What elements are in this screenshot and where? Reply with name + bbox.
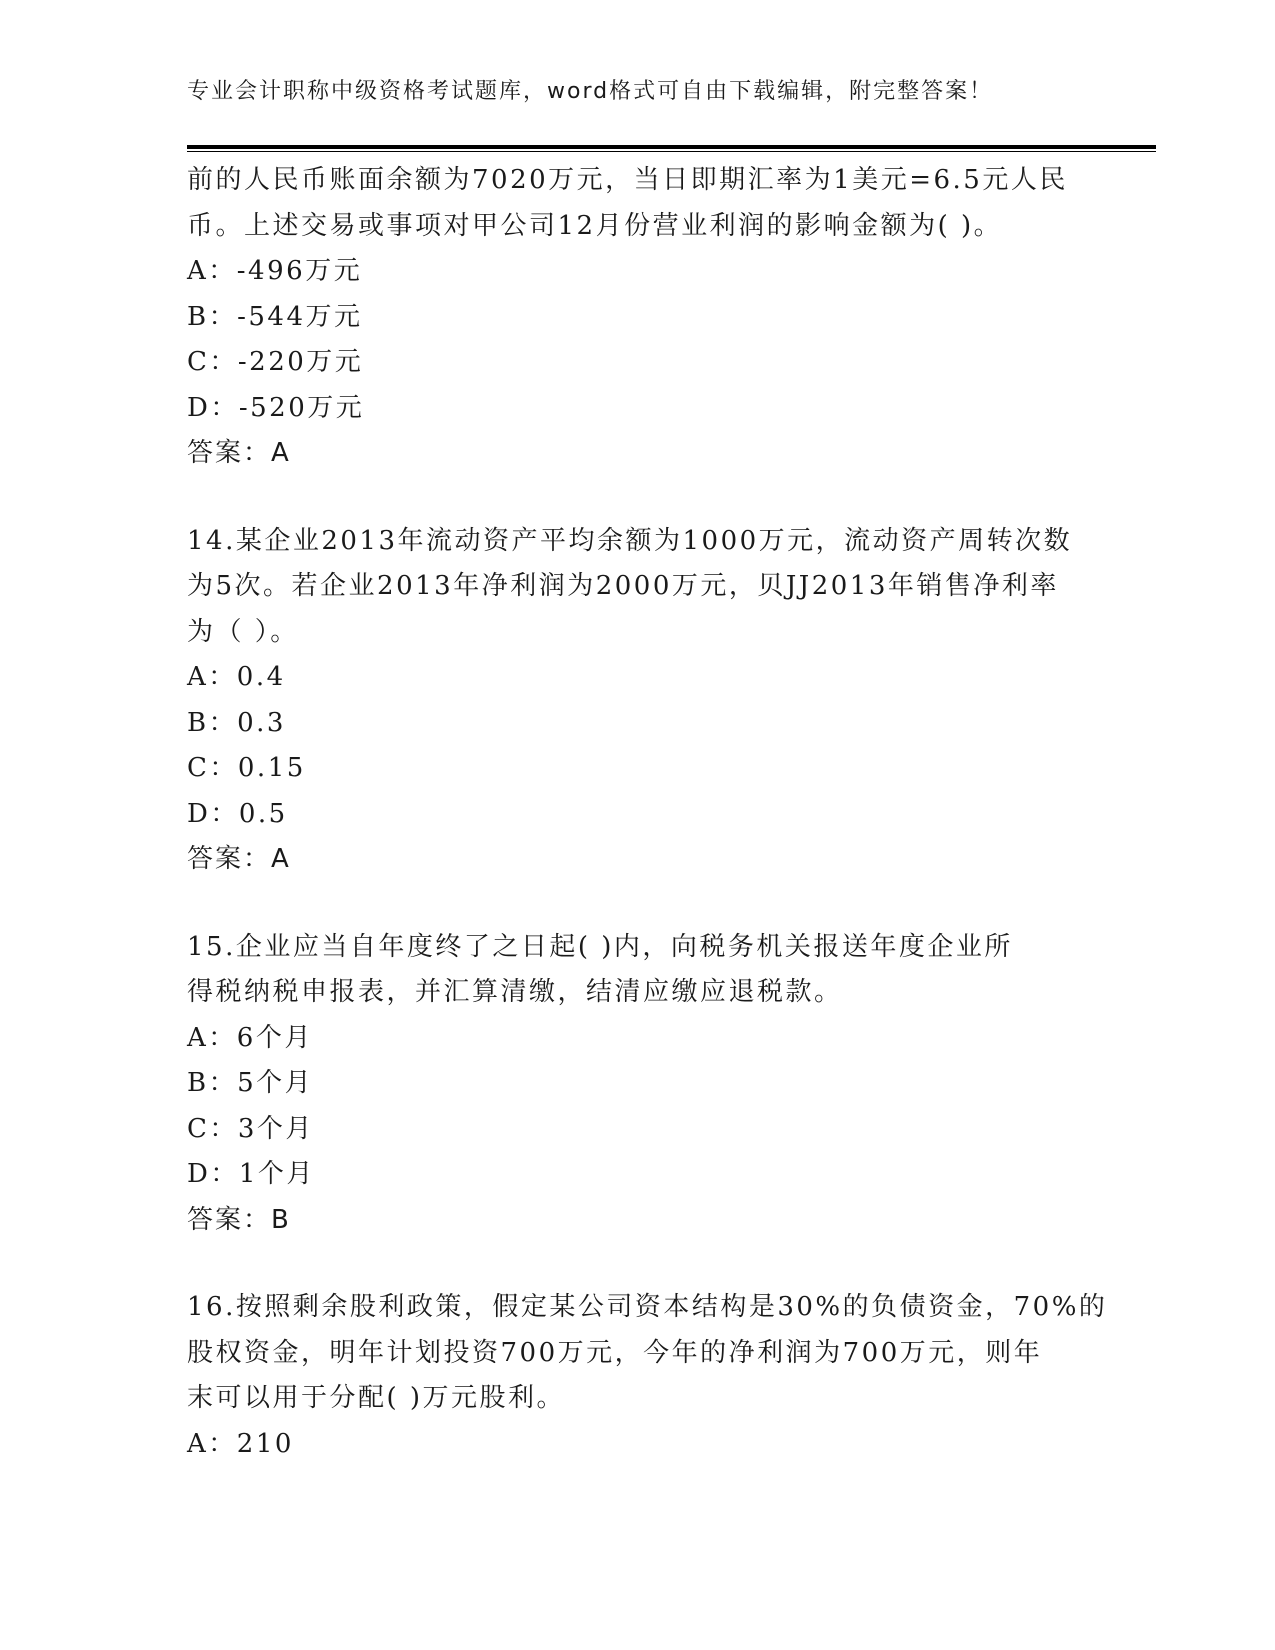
option-d: D：1个月 xyxy=(187,1159,315,1189)
option-c: C：-220万元 xyxy=(187,347,364,377)
question-gap xyxy=(187,477,1087,519)
answer-line: 答案：A xyxy=(187,844,291,874)
question-text-line: 为（ ）。 xyxy=(187,616,299,647)
option-c: C：3个月 xyxy=(187,1113,314,1144)
question-text-line: 为5次。若企业2013年净利润为2000万元，贝JJ2013年销售净利率 xyxy=(187,571,1059,601)
answer-line: 答案：A xyxy=(187,438,291,468)
question-gap xyxy=(187,1243,1087,1285)
option-d: D：0.5 xyxy=(187,798,288,829)
option-a: A：6个月 xyxy=(187,1022,313,1053)
question-14 xyxy=(187,519,1087,883)
option-b: B：-544万元 xyxy=(187,301,363,332)
option-a: A：0.4 xyxy=(187,662,286,692)
option-b: B：5个月 xyxy=(187,1068,314,1098)
question-text-line: 前的人民币账面余额为7020万元，当日即期汇率为1美元=6.5元人民 xyxy=(187,165,1068,195)
question-15 xyxy=(187,925,1087,1244)
question-text-line: 16.按照剩余股利政策，假定某公司资本结构是30%的负债资金，70%的 xyxy=(187,1292,1108,1322)
question-13 xyxy=(187,158,1087,477)
question-text-line: 14.某企业2013年流动资产平均余额为1000万元，流动资产周转次数 xyxy=(187,525,1073,556)
option-a: A：-496万元 xyxy=(187,256,363,286)
question-text-line: 末可以用于分配( )万元股利。 xyxy=(187,1383,566,1413)
question-text-line: 币。上述交易或事项对甲公司12月份营业利润的影响金额为( )。 xyxy=(187,210,1003,241)
header-rule-thick xyxy=(187,145,1156,149)
question-list xyxy=(187,158,1108,1467)
page-header: 专业会计职称中级资格考试题库，word格式可自由下载编辑，附完整答案！ xyxy=(187,79,994,104)
answer-line: 答案：B xyxy=(187,1204,291,1235)
question-text-line: 得税纳税申报表，并汇算清缴，结清应缴应退税款。 xyxy=(187,977,843,1007)
option-d: D：-520万元 xyxy=(187,392,365,423)
header-rule-thin xyxy=(187,151,1156,152)
question-text-line: 股权资金，明年计划投资700万元，今年的净利润为700万元，则年 xyxy=(187,1337,1043,1368)
question-gap xyxy=(187,883,1087,925)
option-c: C：0.15 xyxy=(187,753,306,783)
question-16 xyxy=(187,1285,1108,1467)
option-a: A：210 xyxy=(187,1428,294,1459)
question-text-line: 15.企业应当自年度终了之日起( )内，向税务机关报送年度企业所 xyxy=(187,931,1013,962)
option-b: B：0.3 xyxy=(187,707,286,738)
